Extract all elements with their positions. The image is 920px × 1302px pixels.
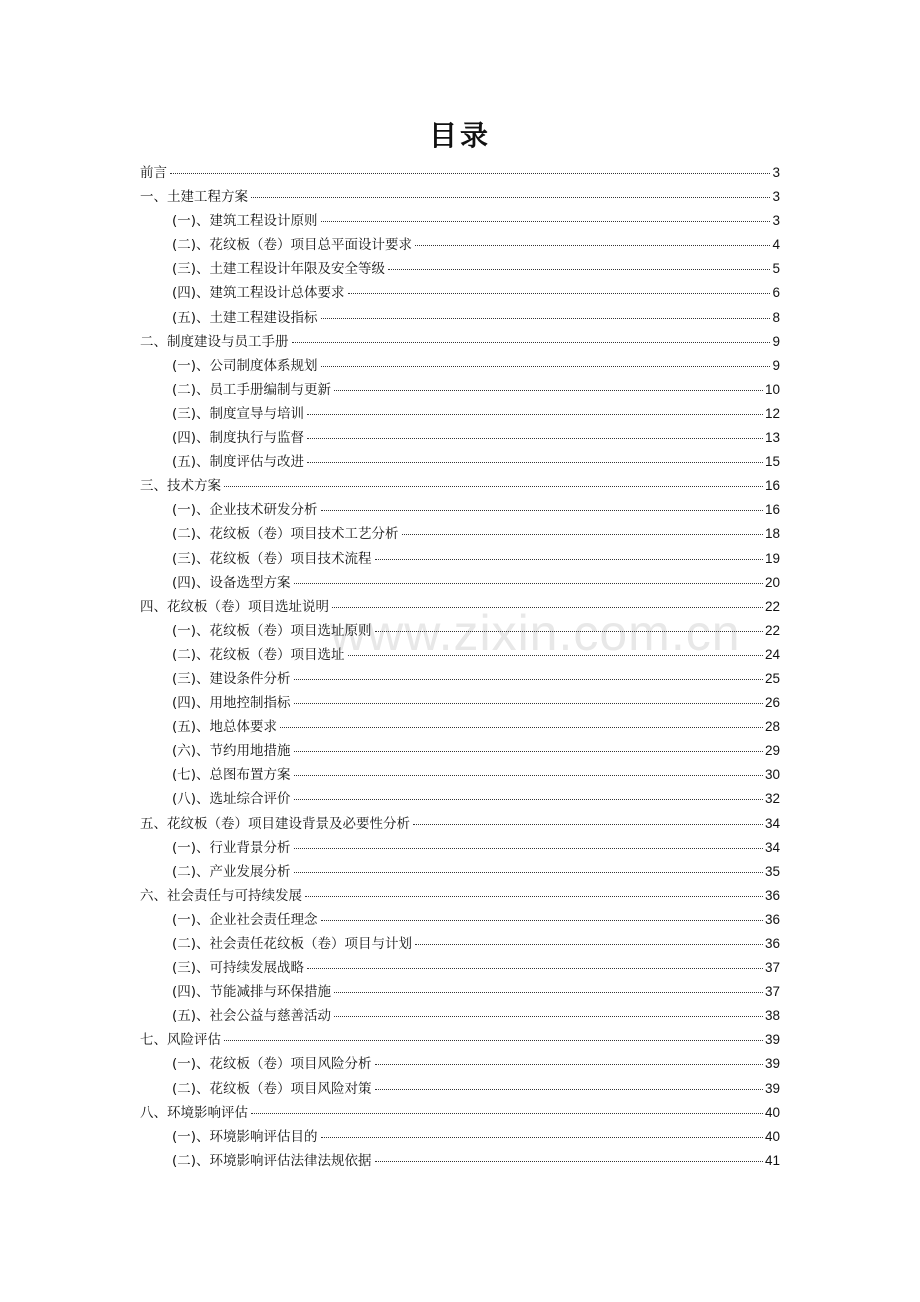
toc-entry-label: (一)、企业技术研发分析 — [172, 502, 318, 519]
toc-dot-leader — [294, 775, 763, 776]
toc-chapter-entry[interactable] — [140, 812, 780, 836]
toc-title: 目录 — [428, 119, 491, 152]
toc-entry-label: (二)、花纹板（卷）项目技术工艺分析 — [172, 526, 399, 543]
toc-section-entry[interactable] — [140, 787, 780, 811]
toc-dot-leader — [388, 269, 770, 270]
toc-entry-label: (二)、花纹板（卷）项目选址 — [172, 646, 345, 663]
toc-page-number: 16 — [764, 502, 780, 518]
toc-page-number: 24 — [764, 646, 780, 662]
toc-page-number: 20 — [764, 574, 780, 590]
toc-section-entry[interactable] — [140, 354, 780, 378]
toc-section-entry[interactable] — [140, 498, 780, 522]
toc-page-number: 37 — [764, 960, 780, 976]
toc-page-number: 3 — [772, 165, 780, 180]
toc-dot-leader — [294, 872, 763, 873]
toc-dot-leader — [280, 727, 763, 728]
toc-dot-leader — [294, 583, 763, 584]
toc-page-number: 29 — [764, 743, 780, 759]
toc-entry-label: (二)、花纹板（卷）项目总平面设计要求 — [172, 237, 413, 254]
toc-entry-label: (四)、建筑工程设计总体要求 — [172, 285, 345, 302]
toc-page-number: 22 — [764, 598, 780, 614]
toc-dot-leader — [307, 414, 763, 415]
toc-dot-leader — [307, 438, 763, 439]
toc-entry-label: (五)、社会公益与慈善活动 — [172, 1008, 332, 1025]
toc-page-number: 40 — [764, 1104, 780, 1120]
toc-page-number: 4 — [772, 237, 780, 253]
toc-section-entry[interactable] — [140, 571, 780, 595]
toc-section-entry[interactable] — [140, 619, 780, 643]
toc-section-entry[interactable] — [140, 691, 780, 715]
toc-section-entry[interactable] — [140, 450, 780, 474]
toc-section-entry[interactable] — [140, 402, 780, 426]
toc-entry-label: (三)、花纹板（卷）项目技术流程 — [172, 550, 372, 567]
toc-page-number: 19 — [764, 550, 780, 566]
toc-page-number: 12 — [764, 405, 780, 421]
toc-dot-leader — [321, 318, 771, 319]
toc-section-entry[interactable] — [140, 715, 780, 739]
toc-entry-label: 三、技术方案 — [140, 478, 221, 495]
toc-page-number: 25 — [764, 670, 780, 686]
toc-dot-leader — [292, 342, 771, 343]
toc-entry-label: (一)、建筑工程设计原则 — [172, 213, 318, 230]
toc-dot-leader — [251, 1113, 763, 1114]
toc-entry-label: (八)、选址综合评价 — [172, 791, 291, 808]
toc-dot-leader — [321, 1137, 763, 1138]
toc-entry-label: 二、制度建设与员工手册 — [140, 333, 289, 350]
toc-dot-leader — [415, 944, 763, 945]
toc-section-entry[interactable] — [140, 1052, 780, 1076]
toc-dot-leader — [334, 390, 763, 391]
toc-page-number: 5 — [772, 261, 780, 277]
toc-dot-leader — [332, 607, 763, 608]
toc-page-number: 41 — [764, 1152, 780, 1168]
toc-entry-label: (二)、花纹板（卷）项目风险对策 — [172, 1080, 372, 1097]
toc-page-number: 40 — [764, 1128, 780, 1144]
toc-dot-leader — [415, 245, 770, 246]
toc-page-number: 6 — [772, 285, 780, 301]
toc-page-number: 10 — [764, 381, 780, 397]
toc-dot-leader — [321, 920, 763, 921]
toc-entry-label: (六)、节约用地措施 — [172, 743, 291, 760]
toc-entry-label: (一)、行业背景分析 — [172, 839, 291, 856]
toc-entry-label: (四)、用地控制指标 — [172, 695, 291, 712]
toc-section-entry[interactable] — [140, 836, 780, 860]
toc-section-entry[interactable] — [140, 763, 780, 787]
toc-dot-leader — [305, 896, 763, 897]
toc-page-number: 36 — [764, 911, 780, 927]
toc-entry-label: (七)、总图布置方案 — [172, 767, 291, 784]
toc-entry-label: (三)、建设条件分析 — [172, 670, 291, 687]
toc-dot-leader — [375, 1089, 763, 1090]
toc-dot-leader — [224, 1040, 763, 1041]
toc-entry-label: (二)、社会责任花纹板（卷）项目与计划 — [172, 936, 413, 952]
toc-page-number: 3 — [772, 189, 780, 205]
toc-dot-leader — [348, 655, 763, 656]
toc-page-number: 30 — [764, 767, 780, 783]
toc-section-entry[interactable] — [140, 667, 780, 691]
toc-section-entry[interactable] — [140, 860, 780, 884]
toc-section-entry[interactable] — [140, 1125, 780, 1149]
toc-dot-leader — [334, 992, 763, 993]
toc-entry-label: (四)、设备选型方案 — [172, 574, 291, 591]
toc-section-entry[interactable] — [140, 378, 780, 402]
toc-section-entry[interactable] — [140, 522, 780, 546]
toc-dot-leader — [375, 1064, 763, 1065]
toc-dot-leader — [321, 366, 771, 367]
toc-chapter-entry[interactable] — [140, 161, 780, 185]
toc-entry-label: (二)、环境影响评估法律法规依据 — [172, 1152, 372, 1169]
toc-page-number: 36 — [764, 936, 780, 951]
toc-entry-label: 四、花纹板（卷）项目选址说明 — [140, 598, 329, 615]
toc-chapter-entry[interactable] — [140, 330, 780, 354]
toc-page-number: 39 — [764, 1032, 780, 1048]
toc-page-number: 28 — [764, 719, 780, 735]
toc-entry-label: (一)、花纹板（卷）项目风险分析 — [172, 1056, 372, 1073]
toc-page-number: 16 — [764, 478, 780, 494]
toc-dot-leader — [294, 751, 763, 752]
toc-entry-label: (一)、公司制度体系规划 — [172, 357, 318, 374]
toc-section-entry[interactable] — [140, 306, 780, 330]
toc-page-number: 8 — [772, 309, 780, 325]
toc-page-number: 9 — [772, 333, 780, 349]
toc-section-entry[interactable] — [140, 233, 780, 257]
toc-dot-leader — [294, 703, 763, 704]
toc-page-number: 18 — [764, 526, 780, 542]
toc-entry-label: (五)、制度评估与改进 — [172, 454, 305, 471]
toc-entry-label: (三)、制度宣导与培训 — [172, 405, 305, 422]
toc-page-number: 9 — [772, 357, 780, 373]
toc-chapter-entry[interactable] — [140, 1028, 780, 1052]
toc-entry-label: (一)、企业社会责任理念 — [172, 911, 318, 928]
toc-dot-leader — [224, 486, 763, 487]
toc-dot-leader — [348, 293, 771, 294]
toc-dot-leader — [375, 559, 763, 560]
toc-page-number: 39 — [764, 1056, 780, 1072]
toc-dot-leader — [413, 824, 763, 825]
toc-dot-leader — [294, 679, 763, 680]
toc-entry-label: (三)、可持续发展战略 — [172, 960, 305, 977]
toc-dot-leader — [334, 1016, 763, 1017]
toc-entry-label: 六、社会责任与可持续发展 — [140, 887, 302, 904]
toc-dot-leader — [321, 221, 771, 222]
toc-page-number: 13 — [764, 430, 780, 446]
toc-page-number: 35 — [764, 863, 780, 879]
toc-entry-label: (四)、节能减排与环保措施 — [172, 984, 332, 1001]
toc-entry-label: (五)、地总体要求 — [172, 719, 278, 736]
toc-chapter-entry[interactable] — [140, 595, 780, 619]
toc-page-number: 22 — [764, 622, 780, 638]
toc-section-entry[interactable] — [140, 209, 780, 233]
toc-section-entry[interactable] — [140, 739, 780, 763]
toc-section-entry[interactable] — [140, 1077, 780, 1101]
toc-entry-label: 一、土建工程方案 — [140, 189, 248, 206]
toc-entry-label: 八、环境影响评估 — [140, 1104, 248, 1121]
toc-dot-leader — [294, 799, 763, 800]
toc-dot-leader — [294, 848, 763, 849]
watermark: www.zixin.com.cn — [330, 605, 741, 661]
toc-entry-label: (一)、环境影响评估目的 — [172, 1128, 318, 1145]
toc-section-entry[interactable] — [140, 908, 780, 932]
toc-page-number: 34 — [764, 839, 780, 855]
toc-section-entry[interactable] — [140, 281, 780, 305]
toc-entry-label: 前言 — [140, 165, 167, 181]
toc-section-entry[interactable] — [140, 1004, 780, 1028]
toc-dot-leader — [307, 968, 763, 969]
toc-page-number: 26 — [764, 695, 780, 711]
toc-section-entry[interactable] — [140, 643, 780, 667]
toc-dot-leader — [321, 510, 763, 511]
toc-section-entry[interactable] — [140, 1149, 780, 1173]
toc-page-number: 15 — [764, 454, 780, 470]
toc-page-number: 37 — [764, 984, 780, 1000]
toc-chapter-entry[interactable] — [140, 884, 780, 908]
toc-entry-label: (二)、员工手册编制与更新 — [172, 381, 332, 398]
toc-page-number: 34 — [764, 815, 780, 831]
toc-page-number: 39 — [764, 1080, 780, 1096]
toc-page-number: 32 — [764, 791, 780, 807]
toc-entry-label: (一)、花纹板（卷）项目选址原则 — [172, 622, 372, 639]
toc-dot-leader — [170, 173, 770, 174]
toc-entry-label: 七、风险评估 — [140, 1032, 221, 1049]
toc-entry-label: (四)、制度执行与监督 — [172, 430, 305, 447]
toc-entry-label: (五)、土建工程建设指标 — [172, 309, 318, 326]
toc-section-entry[interactable] — [140, 547, 780, 571]
toc-page-number: 3 — [772, 213, 780, 229]
toc-chapter-entry[interactable] — [140, 1101, 780, 1125]
toc-chapter-entry[interactable] — [140, 185, 780, 209]
toc-section-entry[interactable] — [140, 956, 780, 980]
toc-section-entry[interactable] — [140, 980, 780, 1004]
toc-dot-leader — [402, 534, 763, 535]
toc-entry-label: 五、花纹板（卷）项目建设背景及必要性分析 — [140, 815, 410, 832]
toc-dot-leader — [307, 462, 763, 463]
toc-section-entry[interactable] — [140, 257, 780, 281]
toc-entry-label: (三)、土建工程设计年限及安全等级 — [172, 261, 386, 278]
toc-page-number: 36 — [764, 887, 780, 903]
toc-page-number: 38 — [764, 1008, 780, 1024]
toc-entry-label: (二)、产业发展分析 — [172, 863, 291, 880]
toc-section-entry[interactable] — [140, 426, 780, 450]
toc-chapter-entry[interactable] — [140, 474, 780, 498]
toc-section-entry[interactable] — [140, 932, 780, 956]
toc-dot-leader — [375, 1161, 763, 1162]
toc-dot-leader — [375, 631, 763, 632]
toc-dot-leader — [251, 197, 770, 198]
toc-list — [140, 161, 780, 1173]
